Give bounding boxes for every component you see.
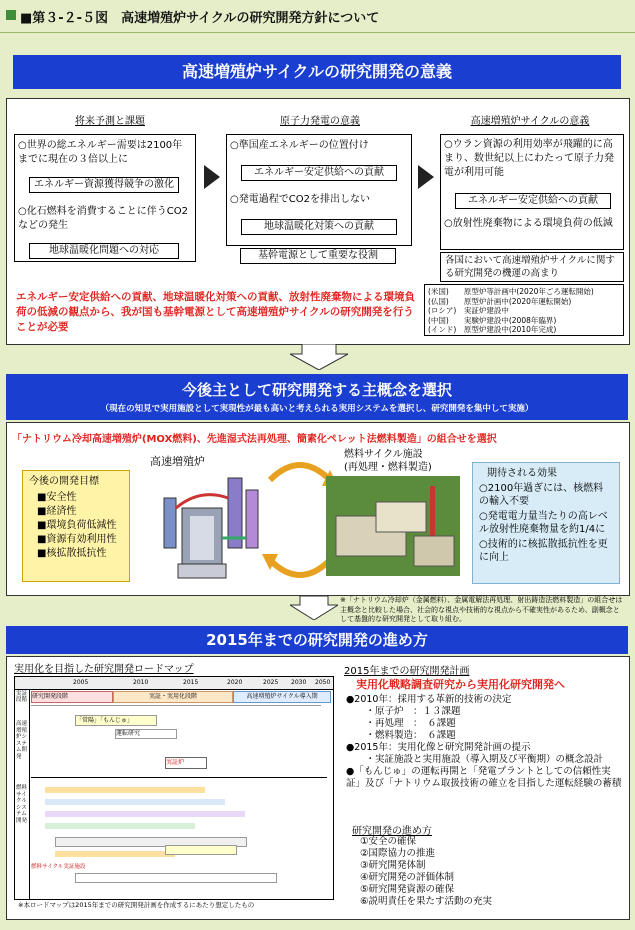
phase-bar: 燃料サイクル実証施設 [31,864,86,870]
plan-title: 2015年までの研究開発計画 [344,666,470,677]
roadmap-title: 実用化を目指した研究開発ロードマップ [14,664,194,675]
col1-box [14,134,196,262]
approach-item: ⑤研究開発資源の確保 [360,884,455,895]
country-item: (米国) 原型炉等計画中(2020年ごろ運転開始) [428,287,594,296]
col1-heading: 将来予測と課題 [75,116,145,127]
col3-heading: 高速増殖炉サイクルの意義 [470,116,590,127]
section2-heading: 今後主として研究開発する主概念を選択 [181,381,452,399]
phase-bar: 高速増殖炉サイクル導入期 [233,691,331,703]
phase-bar: 研究開発段階 [31,691,113,703]
section1-heading: 高速増殖炉サイクルの研究開発の意義 [13,55,621,89]
col2-box2: 地球温暖化対策への貢献 [241,219,397,235]
col2-box1: エネルギー安定供給への貢献 [241,165,397,181]
col2-box3: 基幹電源として重要な役割 [240,248,396,264]
section2-combo: 「ナトリウム冷却高速増殖炉(MOX燃料)、先進湿式法再処理、簡素化ペレット法燃料製造」の組合せを選択 [12,434,497,445]
col3-box [440,134,624,250]
country-item: (中国) 実験炉建設中(2008年臨界) [428,315,557,325]
effects-box [472,462,620,584]
countries-list [424,284,624,336]
phase-bar: 実証・実用化段階 [113,691,233,703]
plan-item: ●「もんじゅ」の運転再開と「発電プラントとしての信頼性実証」及び「ナトリウム取扱技術の確立を目指した運転経験の蓄積 [346,766,622,789]
country-item: (ロシア) 実証炉建設中 [428,306,509,315]
roadmap-row-label: 実証段階 [16,691,28,703]
country-item: (インド) 原型炉建設中(2010年完成) [428,325,557,334]
arrow-down-icon [290,344,348,370]
col3-item2: ○放射性廃棄物による環境負荷の低減 [444,218,613,229]
approach-title: 研究開発の進め方 [352,826,432,837]
figure-title-bar [0,0,635,33]
plan-item: ●2015年：実用化像と研究開発計画の提示 [346,742,531,753]
year-label: 2010 [133,679,149,686]
section2-note: ※「ナトリウム冷却炉（金属燃料）、金属電解法再処理、射出鋳造法燃料製造」の組合せは主概念と比較した場合、社会的な視点や技術的な視点から不確実性があるため、副概念として基盤的な研究開発として取り組む。 [340,596,623,623]
roadmap-footnote: ※本ロードマップは2015年までの研究開発計画を作成するにあたり想定したもの [18,901,255,909]
roadmap-chart [14,676,334,900]
year-label: 2020 [227,679,243,686]
roadmap-row-label: 高速増殖炉システム開発 [16,721,28,760]
year-label: 2015 [183,679,199,686]
effect-item: ○発電電力量当たりの高レベル放射性廃棄物量を約1/4に [479,511,608,535]
goals-title: 今後の開発目標 [29,476,99,487]
plan-item: ・再処理 ： ６課題 [356,718,456,729]
plan-list [346,694,624,790]
year-label: 2030 [291,679,307,686]
plan-item: ・原子炉 ：１３課題 [356,706,461,717]
arrow-right-icon [204,165,220,189]
approach-item: ②国際協力の推進 [360,848,436,859]
facility-illustration [326,476,460,576]
effect-item: ○2100年過ぎには、核燃料の輸入不要 [479,483,604,507]
plan-item: ・実証施設と実用施設（導入期及び平衡期）の概念設計 [356,754,604,765]
facility-label: 燃料サイクル施設 (再処理・燃料製造) [344,449,432,473]
plan-highlight: 実用化戦略調査研究から実用化研究開発へ [356,678,565,691]
effects-title: 期待される効果 [487,468,557,479]
approach-item: ④研究開発の評価体制 [360,872,455,883]
goal-item: ■資源有効利用性 [37,534,117,545]
col3-item1: ○ウラン資源の利用効率が飛躍的に高まり、数世紀以上にわたって原子力発電が利用可能 [444,139,614,178]
phase-bar: 「常陽」「もんじゅ」 [75,715,157,726]
year-label: 2025 [263,679,279,686]
section3-heading: 2015年までの研究開発の進め方 [6,626,628,654]
country-item: (仏国) 原型炉計画中(2020年運転開始) [428,296,572,306]
approach-item: ③研究開発体制 [360,860,426,871]
goals-box [22,470,130,582]
col1-item2: ○化石燃料を消費することに伴うCO2などの発生 [18,206,188,231]
reactor-illustration [150,468,268,586]
approach-item: ①安全の確保 [360,836,417,847]
col1-box2: 地球温暖化問題への対応 [29,243,179,259]
col2-heading: 原子力発電の意義 [280,116,360,127]
plan-item: ・燃料製造： ６課題 [356,730,456,741]
goal-item: ■環境負荷低減性 [37,520,117,531]
goal-item: ■経済性 [37,506,77,517]
phase-bar: 実証炉 [165,757,207,769]
year-label: 2005 [73,679,89,686]
col3-box2: 各国において高速増殖炉サイクルに関する研究開発の機運の高まり [440,252,624,282]
section1-conclusion: エネルギー安定供給への貢献、地球温暖化対策への貢献、放射性廃棄物による環境負荷の低減の観点から、我が国も基幹電源として高速増殖炉サイクルの研究開発を行うことが必要 [16,291,415,333]
approach-item: ⑥説明責任を果たす活動の充実 [360,896,493,907]
col3-box1: エネルギー安定供給への貢献 [455,193,611,209]
col1-item1: ○世界の総エネルギー需要は2100年までに現在の３倍以上に [18,140,183,165]
figure-title: ■第３-２-５図 高速増殖炉サイクルの研究開発方針について [20,11,380,26]
plan-item: ●2010年：採用する革新的技術の決定 [346,694,512,705]
col2-item1: ○準国産エネルギーの位置付け [230,140,369,151]
arrow-down-icon [290,596,338,620]
col1-box1: エネルギー資源獲得競争の激化 [29,177,179,193]
arrow-right-icon [418,165,434,189]
col2-item2: ○発電過程でCO2を排出しない [230,194,370,205]
goal-item: ■核拡散抵抗性 [37,548,107,559]
goal-item: ■安全性 [37,492,77,503]
year-label: 2050 [315,679,331,686]
phase-bar: 運転研究 [115,729,177,739]
approach-list [360,836,620,908]
col2-box [226,134,412,246]
effect-item: ○技術的に核拡散抵抗性を更に向上 [479,539,608,563]
roadmap-row-label: 燃料サイクルシステム開発 [16,785,28,824]
section2-subheading: （現在の知見で実用施設として実現性が最も高いと考えられる実用システムを選択し、研究開発を集中して実施） [100,404,534,414]
square-bullet-icon [6,10,16,20]
reactor-label: 高速増殖炉 [150,455,205,468]
